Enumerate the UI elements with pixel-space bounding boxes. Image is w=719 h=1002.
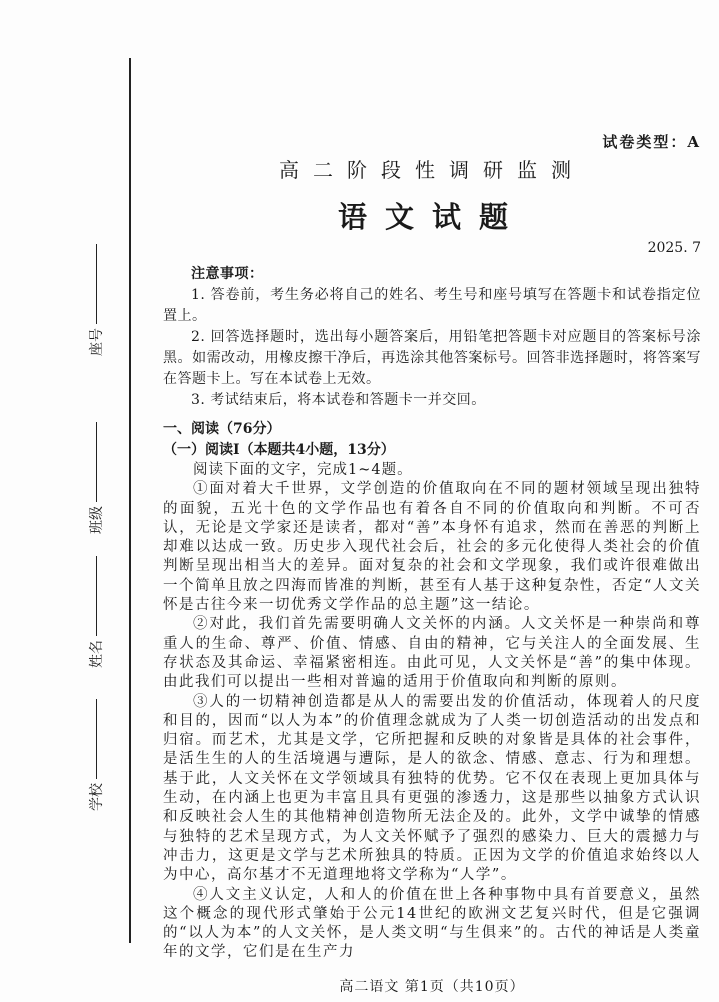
seat-label: 座号	[89, 328, 105, 356]
exam-subtitle: 高二阶段性调研监测	[279, 158, 585, 182]
notice-item: 2. 回答选择题时，选出每小题答案后，用铅笔把答题卡对应题目的答案标号涂黑。如需改动，用橡皮擦干净后，再选涂其他答案标号。回答非选择题时，将答案写在答题卡上。写在本试卷上无效。	[163, 329, 701, 387]
passage-paragraph: ④人文主义认定，人和人的价值在世上各种事物中具有首要意义，虽然这个概念的现代形式肇始于公元14世纪的欧洲文艺复兴时代，但是它强调的“以人为本”的人文关怀，是人类文明“与生俱来”的。古代的神话是人类童年的文学，它们是在生产力	[163, 886, 701, 961]
page-content	[163, 132, 701, 997]
class-blank[interactable]	[96, 422, 97, 502]
page-footer: 高二语文 第1页（共10页）	[339, 978, 525, 995]
notice-heading: 注意事项：	[191, 266, 264, 282]
school-blank[interactable]	[96, 699, 97, 779]
paper-type: 试卷类型：A	[602, 133, 701, 151]
class-label: 班级	[89, 506, 105, 534]
notice-item: 1. 答卷前，考生务必将自己的姓名、考生号和座号填写在答题卡和试卷指定位置上。	[163, 287, 701, 324]
reading-instruction: 阅读下面的文字，完成1~4题。	[193, 462, 413, 478]
name-label: 姓名	[89, 640, 105, 668]
exam-date: 2025. 7	[647, 240, 701, 256]
section-header	[163, 419, 701, 461]
section-heading: 一、阅读（76分）	[163, 421, 281, 437]
passage-paragraph: ③人的一切精神创造都是从人的需要出发的价值活动，体现着人的尺度和目的，因而“以人为本”的价值理念就成为了人类一切创造活动的出发点和归宿。而艺术，尤其是文学，它所把握和反映的对象皆是具体的社会事件，是活生生的人的生活境遇与遭际，是人的欲念、情感、意志、行为和理想。基于此，人文关怀在文学领域具有独特的优势。它不仅在表现上更加具体与生动，在内涵上也更为丰富且具有更强的渗透力，这是那些以抽象方式认识和反映社会人生的其他精神创造物所无法企及的。此外，文学中诚挚的情感与独特的艺术呈现方式，为人文关怀赋予了强烈的感染力、巨大的震撼力与冲击力，这更是文学与艺术所独具的特质。正因为文学的价值追求始终以人为中心，高尔基才不无道理地将文学称为“人学”。	[163, 693, 701, 884]
name-blank[interactable]	[96, 556, 97, 636]
notice-block	[163, 264, 701, 411]
passage-paragraph: ②对此，我们首先需要明确人文关怀的内涵。人文关怀是一种崇尚和尊重人的生命、尊严、价值、情感、自由的精神，它与关注人的全面发展、生存状态及其命运、幸福紧密相连。由此可见，人文关怀是“善”的集中体现。由此我们可以提出一些相对普遍的适用于价值取向和判断的原则。	[163, 616, 701, 691]
section-subheading: （一）阅读Ⅰ（本题共4小题，13分）	[163, 442, 395, 458]
binding-line	[129, 58, 131, 943]
exam-title: 语文试题	[337, 200, 526, 234]
reading-passage	[163, 461, 701, 963]
notice-item: 3. 考试结束后，将本试卷和答题卡一并交回。	[191, 392, 486, 408]
passage-paragraph: ①面对着大千世界，文学创造的价值取向在不同的题材领域呈现出独特的面貌，五光十色的文学作品也有着各自不同的价值取向和判断。不可否认，无论是文学家还是读者，都对“善”本身怀有追求，然而在善恶的判断上却难以达成一致。历史步入现代社会后，社会的多元化使得人类社会的价值判断呈现出相当大的差异。面对复杂的社会和文学现象，我们或许很难做出一个简单且放之四海而皆准的判断，甚至有人基于这种复杂性，否定“人文关怀是古往今来一切优秀文学作品的总主题”这一结论。	[163, 481, 701, 614]
school-label: 学校	[89, 783, 105, 811]
seat-blank[interactable]	[96, 244, 97, 324]
